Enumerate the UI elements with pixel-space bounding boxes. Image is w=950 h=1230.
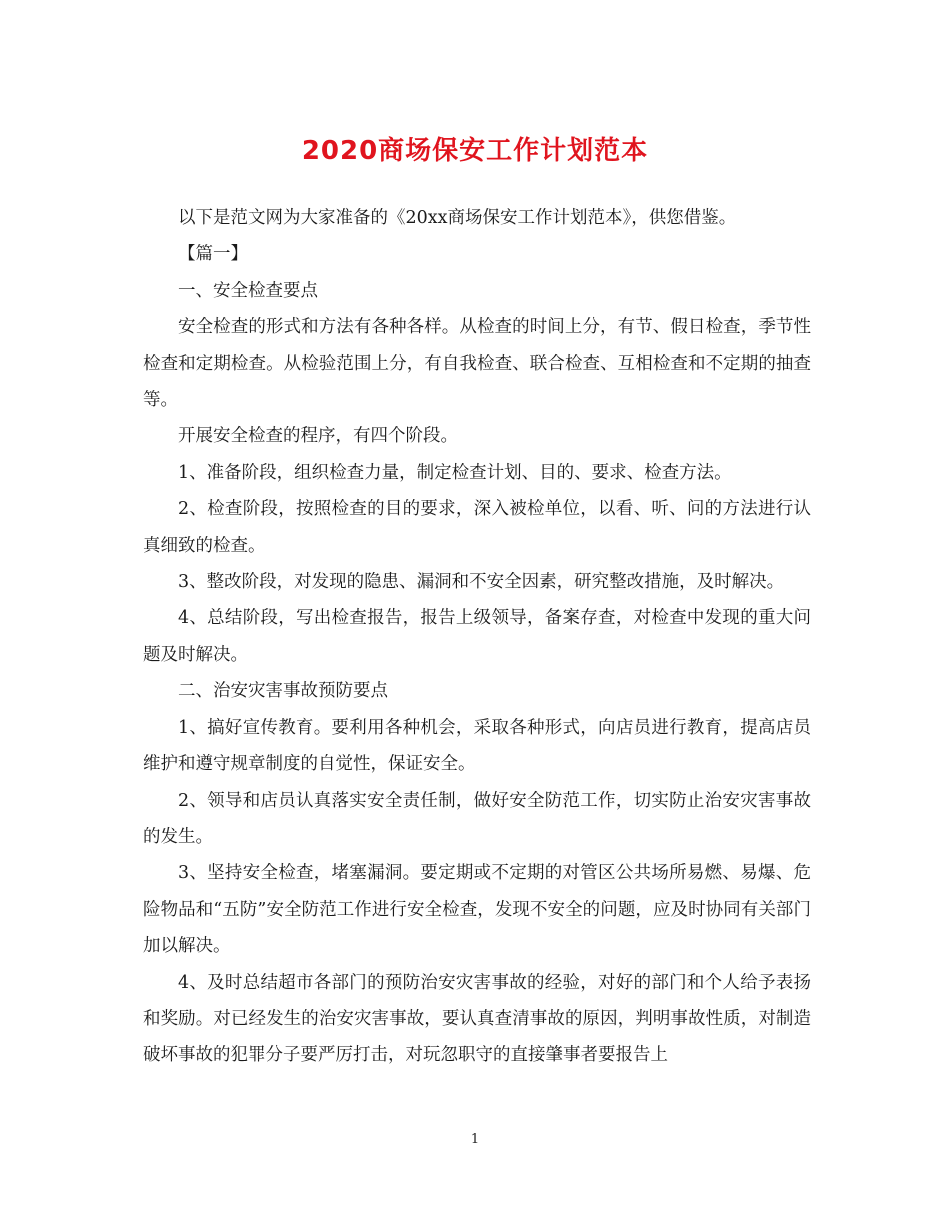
- document-title: 2020商场保安工作计划范本: [301, 136, 649, 166]
- section-heading: 二、治安灾害事故预防要点: [178, 681, 388, 702]
- document-body: [143, 200, 811, 1074]
- section-heading: 一、安全检查要点: [178, 280, 318, 301]
- body-paragraph: 安全检查的形式和方法有各种各样。从检查的时间上分，有节、假日检查，季节性检查和定期检查。从检验范围上分，有自我检查、联合检查、互相检查和不定期的抽查等。: [143, 317, 811, 411]
- intro-paragraph: 以下是范文网为大家准备的《20xx商场保安工作计划范本》，供您借鉴。: [178, 208, 737, 228]
- list-item: 4、总结阶段，写出检查报告，报告上级领导，备案存查，对检查中发现的重大问题及时解决。: [143, 608, 811, 665]
- list-item: 2、检查阶段，按照检查的目的要求，深入被检单位，以看、听、问的方法进行认真细致的检查。: [143, 499, 811, 556]
- section-marker: 【篇一】: [178, 244, 248, 265]
- list-item: 4、及时总结超市各部门的预防治安灾害事故的经验，对好的部门和个人给予表扬和奖励。对已经发生的治安灾害事故，要认真查清事故的原因，判明事故性质，对制造破坏事故的犯罪分子要严厉打击，对玩忽职守的直接肇事者要报告上: [143, 972, 811, 1066]
- list-item: 1、准备阶段，组织检查力量，制定检查计划、目的、要求、检查方法。: [178, 462, 732, 483]
- list-item: 1、搞好宣传教育。要利用各种机会，采取各种形式，向店员进行教育，提高店员维护和遵守规章制度的自觉性，保证安全。: [143, 717, 811, 775]
- page-number: 1: [470, 1132, 480, 1147]
- body-paragraph: 开展安全检查的程序，有四个阶段。: [178, 426, 458, 447]
- list-item: 2、领导和店员认真落实安全责任制，做好安全防范工作，切实防止治安灾害事故的发生。: [143, 790, 811, 847]
- list-item: 3、整改阶段，对发现的隐患、漏洞和不安全因素，研究整改措施，及时解决。: [178, 572, 785, 593]
- list-item: 3、坚持安全检查，堵塞漏洞。要定期或不定期的对管区公共场所易燃、易爆、危险物品和“五防”安全防范工作进行安全检查，发现不安全的问题，应及时协同有关部门加以解决。: [143, 863, 811, 957]
